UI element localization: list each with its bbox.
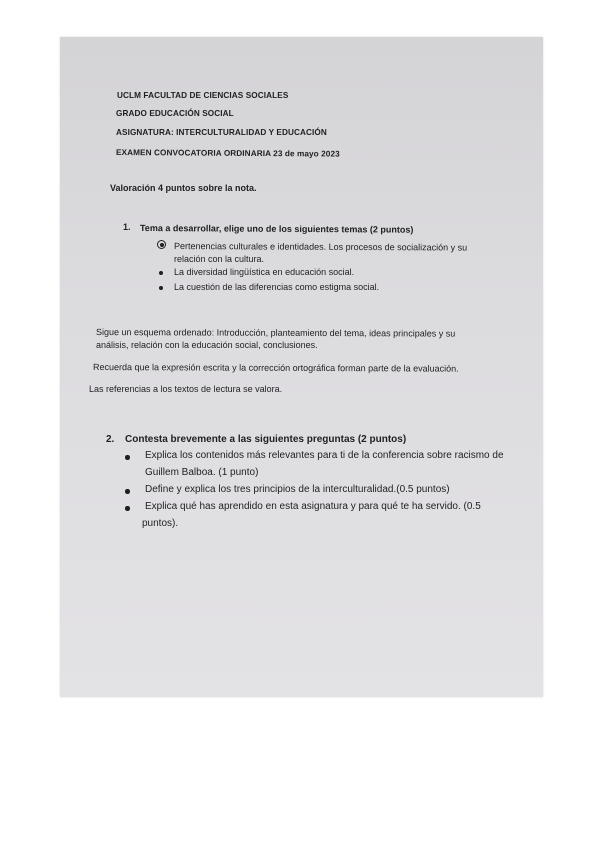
question-3-line2: puntos).: [142, 518, 179, 529]
grading-note: Valoración 4 puntos sobre la nota.: [110, 183, 257, 193]
bullet-icon: [125, 455, 130, 460]
section-2-number: 2.: [106, 434, 115, 445]
bullet-icon: [125, 489, 130, 494]
instructions-p1-line2: análisis, relación con la educación social, conclusiones.: [96, 340, 318, 350]
topic-option-1-line1: Pertenencias culturales e identidades. Los procesos de socialización y su: [173, 241, 468, 253]
bullet-icon: [159, 286, 163, 290]
section-1-number: 1.: [123, 222, 131, 232]
topic-option-2-text: La diversidad lingüística en educación social.: [174, 267, 355, 277]
section-1-title: Tema a desarrollar, elige uno de los siguientes temas (2 puntos): [139, 223, 414, 235]
instructions-p2: Recuerda que la expresión escrita y la corrección ortográfica forman parte de la evaluación.: [92, 362, 459, 374]
section-2-title: Contesta brevemente a las siguientes preguntas (2 puntos): [125, 434, 407, 445]
instructions-p3: Las referencias a los textos de lectura se valora.: [89, 384, 283, 394]
exam-sheet: [60, 37, 543, 697]
question-1-line1: Explica los contenidos más relevantes para ti de la conferencia sobre racismo de: [145, 450, 504, 461]
instructions-p1-line1: Sigue un esquema ordenado: Introducción, planteamiento del tema, ideas principales y su: [95, 327, 456, 339]
question-3-line1: Explica qué has aprendido en esta asignatura y para qué te ha servido. (0.5: [145, 501, 481, 512]
subject-line: ASIGNATURA: INTERCULTURALIDAD Y EDUCACIÓN: [116, 128, 327, 137]
exam-date-line: EXAMEN CONVOCATORIA ORDINARIA 23 de mayo 2023: [115, 148, 340, 159]
degree-line: GRADO EDUCACIÓN SOCIAL: [116, 109, 234, 118]
bullet-icon: [159, 271, 163, 275]
bullet-icon: [125, 506, 130, 511]
faculty-line: UCLM FACULTAD DE CIENCIAS SOCIALES: [117, 91, 289, 100]
question-1-line2: Guillem Balboa. (1 punto): [145, 467, 259, 478]
topic-option-1-line2: relación con la cultura.: [174, 254, 265, 264]
topic-option-3-text: La cuestión de las diferencias como estigma social.: [174, 282, 380, 292]
radio-selected-icon[interactable]: [157, 240, 166, 249]
question-2-text: Define y explica los tres principios de la interculturalidad.(0.5 puntos): [145, 484, 450, 495]
